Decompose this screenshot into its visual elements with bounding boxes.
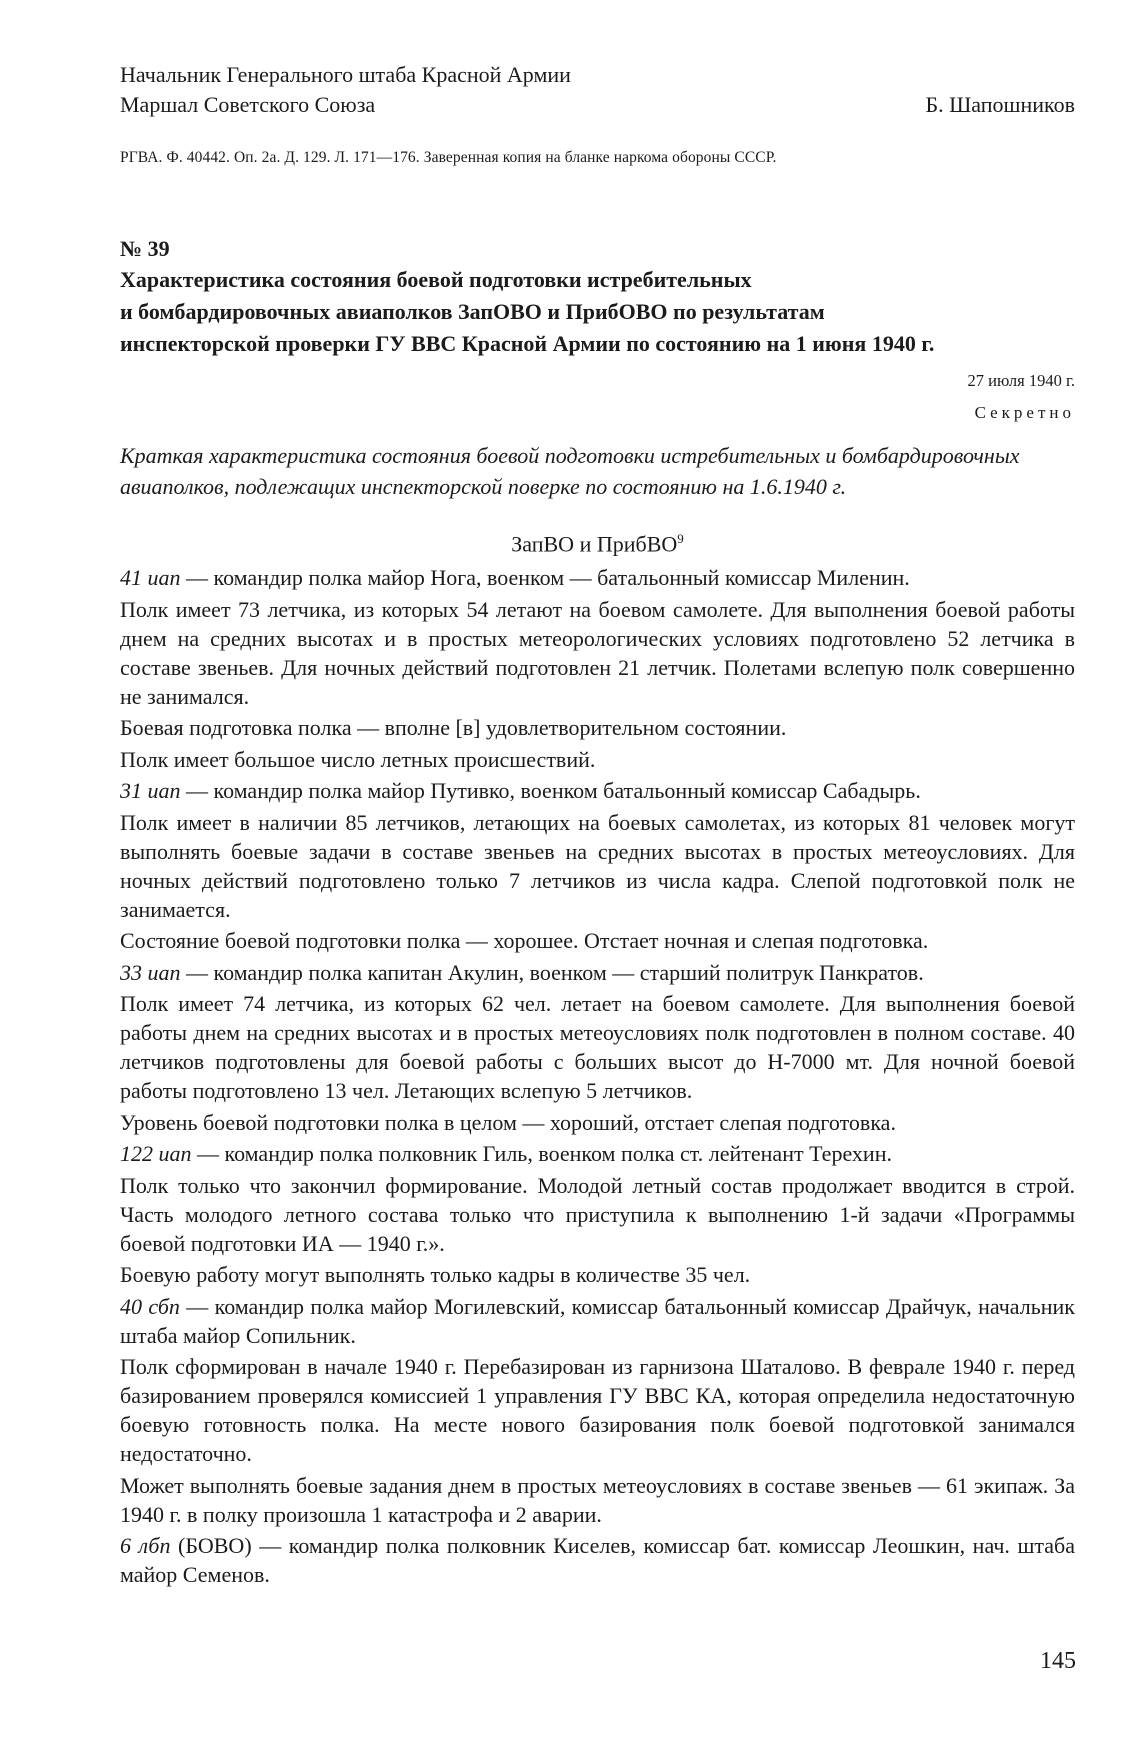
signature-name: Б. Шапошников [925, 92, 1075, 117]
paragraph-text: (БОВО) — командир полка полковник Киселев, комиссар бат. комиссар Леошкин, нач. штаба майор Семенов. [120, 1533, 1075, 1588]
document-number: № 39 [120, 236, 170, 261]
document-title [120, 264, 1075, 360]
signature-position [120, 60, 571, 120]
paragraph [120, 1260, 1075, 1289]
paragraph [120, 1292, 1075, 1350]
signature-line-1: Начальник Генерального штаба Красной Армии [120, 62, 571, 87]
paragraph-text: Полк имеет в наличии 85 летчиков, летающих на боевых самолетах, из которых 81 человек могут выполнять боевые задачи в составе звеньев на средних высотах в простых метеоусловиях. Для ночных действий подготовлено только 7 летчиков из числа кадра. Слепой подготовкой полк не занимается. [120, 809, 1075, 922]
paragraph-text: Боевую работу могут выполнять только кадры в количестве 35 чел. [120, 1262, 751, 1288]
unit-designation: 41 иап [120, 565, 181, 591]
paragraph-text: Состояние боевой подготовки полка — хорошее. Отстает ночная и слепая подготовка. [120, 928, 929, 954]
paragraph-text: Полк имеет большое число летных происшествий. [120, 746, 596, 772]
paragraph-text: Полк сформирован в начале 1940 г. Перебазирован из гарнизона Шаталово. В феврале 1940 г. перед базированием проверялся комиссией 1 управления ГУ ВВС КА, которая определила недостаточную боевую готовность полка. На месте нового базирования полк боевой подготовкой занимался недостаточно. [120, 1354, 1075, 1467]
paragraph-text: — командир полка капитан Акулин, военком — старший политрук Панкратов. [180, 959, 924, 985]
paragraph [120, 595, 1075, 711]
paragraph [120, 713, 1075, 742]
paragraph-text: Уровень боевой подготовки полка в целом — хороший, отстает слепая подготовка. [120, 1109, 896, 1135]
paragraph-text: Полк имеет 73 летчика, из которых 54 летают на боевом самолете. Для выполнения боевой работы днем на средних высотах и в простых метеорологических условиях подготовлено 52 летчика в составе звеньев. Для ночных действий подготовлен 21 летчик. Полетами вслепую полк совершенно не занимался. [120, 596, 1075, 709]
section-heading [120, 524, 1075, 559]
signature-block [120, 60, 1075, 120]
paragraph [120, 926, 1075, 955]
paragraph [120, 1139, 1075, 1168]
document-title-line: инспекторской проверки ГУ ВВС Красной Армии по состоянию на 1 июня 1940 г. [120, 331, 935, 356]
paragraph [120, 1352, 1075, 1468]
paragraph [120, 1471, 1075, 1529]
unit-designation: 31 иап [120, 778, 181, 804]
document-intro: Краткая характеристика состояния боевой подготовки истребительных и бомбардировочных авиаполков, подлежащих инспекторской поверке по состоянию на 1.6.1940 г. [120, 443, 1020, 499]
footnote-marker: 9 [677, 531, 684, 546]
document-title-line: и бомбардировочных авиаполков ЗапОВО и ПрибОВО по результатам [120, 299, 825, 324]
paragraph-text: — командир полка полковник Гиль, военком полка ст. лейтенант Терехин. [191, 1141, 892, 1167]
paragraph-text: Полк имеет 74 летчика, из которых 62 чел. летает на боевом самолете. Для выполнения боевой работы днем на средних высотах и в простых метеоусловиях полк подготовлен в полном составе. 40 летчиков подготовлены для боевой работы с больших высот до Н-7000 мт. Для ночной боевой работы подготовлено 13 чел. Летающих вслепую 5 летчиков. [120, 991, 1075, 1104]
document-date: 27 июля 1940 г. [967, 371, 1075, 390]
paragraph [120, 989, 1075, 1105]
document-page [120, 60, 1075, 1592]
paragraph [120, 1108, 1075, 1137]
paragraph [120, 563, 1075, 592]
body-text [120, 563, 1075, 1589]
paragraph [120, 1171, 1075, 1258]
page-number: 145 [1040, 1648, 1076, 1674]
signature-line-2: Маршал Советского Союза [120, 92, 376, 117]
unit-designation: 6 лбп [120, 1533, 171, 1559]
paragraph-text: — командир полка майор Путивко, военком батальонный комиссар Сабадырь. [180, 778, 921, 804]
unit-designation: 33 иап [120, 959, 181, 985]
paragraph-text: Полк только что закончил формирование. Молодой летный состав продолжает вводится в строй. Часть молодого летного состава только что приступила к выполнению 1-й задачи «Программы боевой подготовки ИА — 1940 г.». [120, 1172, 1075, 1256]
paragraph-text: — командир полка майор Нога, военком — батальонный комиссар Миленин. [180, 565, 910, 591]
archive-reference: РГВА. Ф. 40442. Оп. 2а. Д. 129. Л. 171—176. Заверенная копия на бланке наркома обороны СССР. [120, 149, 777, 166]
paragraph-text: — командир полка майор Могилевский, комиссар батальонный комиссар Драйчук, начальник штаба майор Сопильник. [120, 1293, 1075, 1348]
unit-designation: 122 иап [120, 1141, 192, 1167]
paragraph [120, 1531, 1075, 1589]
paragraph-text: Может выполнять боевые задания днем в простых метеоусловиях в составе звеньев — 61 экипаж. За 1940 г. в полку произошла 1 катастрофа и 2 аварии. [120, 1472, 1075, 1527]
section-title: ЗапВО и ПрибВО [511, 531, 678, 557]
classification-stamp: Секретно [974, 403, 1075, 422]
paragraph [120, 808, 1075, 924]
paragraph [120, 958, 1075, 987]
document-title-line: Характеристика состояния боевой подготовки истребительных [120, 267, 752, 292]
unit-designation: 40 сбп [120, 1293, 180, 1319]
paragraph [120, 776, 1075, 805]
paragraph-text: Боевая подготовка полка — вполне [в] удовлетворительном состоянии. [120, 715, 787, 741]
paragraph [120, 745, 1075, 774]
